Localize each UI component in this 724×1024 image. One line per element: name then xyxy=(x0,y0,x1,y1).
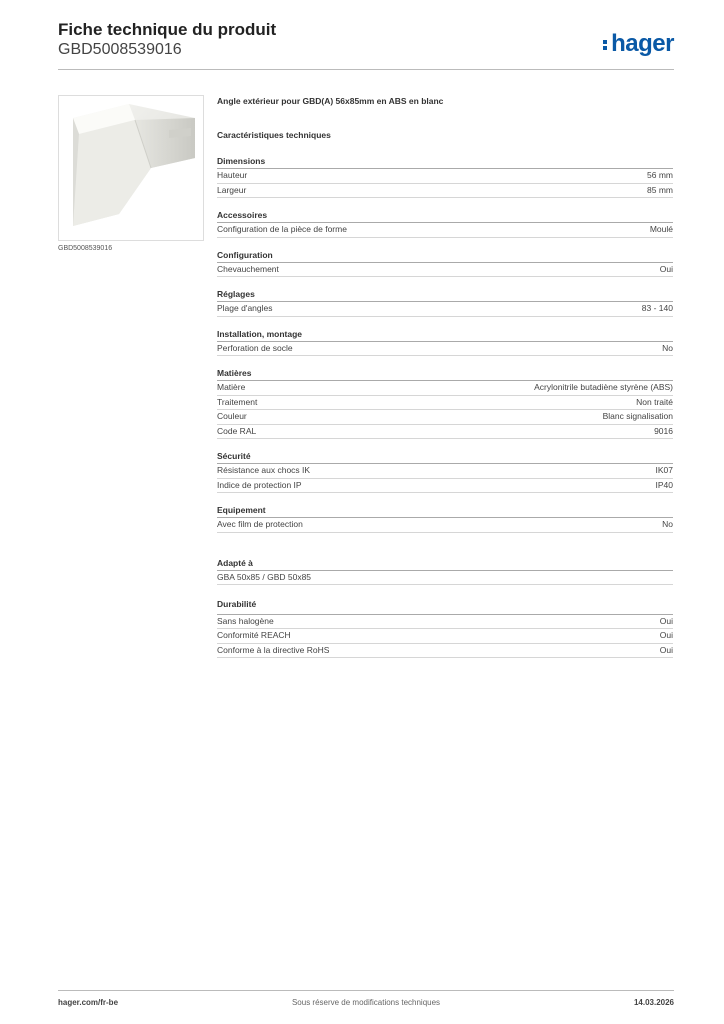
spec-value: Moulé xyxy=(649,224,673,234)
spec-row xyxy=(217,615,673,630)
logo-text: hager xyxy=(611,30,674,57)
logo-colon-icon xyxy=(603,38,609,52)
spec-value: 56 mm xyxy=(647,170,673,180)
spec-section xyxy=(217,210,673,238)
section-title: Equipement xyxy=(217,505,673,518)
spec-label: Traitement xyxy=(217,396,258,407)
product-code: GBD5008539016 xyxy=(58,41,182,58)
spec-value: Oui xyxy=(659,615,673,626)
spec-section xyxy=(217,368,673,439)
spec-row xyxy=(217,464,673,479)
spec-sections xyxy=(217,156,673,533)
section-title: Configuration xyxy=(217,250,673,263)
section-title: Réglages xyxy=(217,289,673,302)
footer-disclaimer: Sous réserve de modifications techniques xyxy=(291,998,441,1007)
spec-label: Conforme à la directive RoHS xyxy=(217,644,330,655)
spec-row xyxy=(217,518,673,533)
spec-value: No xyxy=(662,342,673,353)
spec-row xyxy=(217,302,673,317)
section-title: Accessoires xyxy=(217,210,673,223)
durability-rows xyxy=(217,614,673,659)
spec-label: Avec film de protection xyxy=(217,519,303,529)
spec-row xyxy=(217,425,673,440)
spec-label: Matière xyxy=(217,382,246,392)
adapted-section xyxy=(217,558,673,585)
spec-row xyxy=(217,410,673,425)
section-title: Dimensions xyxy=(217,156,673,169)
spec-row xyxy=(217,184,673,199)
angle-fitting-icon xyxy=(59,96,203,240)
spec-section xyxy=(217,250,673,278)
spec-section xyxy=(217,156,673,198)
adapted-text: GBA 50x85 / GBD 50x85 xyxy=(217,571,673,585)
section-title: Matières xyxy=(217,368,673,381)
spec-label: Chevauchement xyxy=(217,263,279,274)
hager-logo[interactable] xyxy=(603,30,674,58)
spec-row xyxy=(217,263,673,278)
spec-row xyxy=(217,381,673,396)
spec-value: IK07 xyxy=(655,465,673,475)
spec-row xyxy=(217,629,673,644)
footer-divider xyxy=(58,990,674,991)
spec-label: Largeur xyxy=(217,184,247,195)
spec-label: Plage d'angles xyxy=(217,303,273,313)
spec-value: No xyxy=(662,519,673,529)
spec-value: 85 mm xyxy=(647,184,673,195)
spec-label: Couleur xyxy=(217,411,247,421)
image-caption: GBD5008539016 xyxy=(58,245,113,252)
section-title: Sécurité xyxy=(217,451,673,464)
spec-value: Oui xyxy=(659,630,673,640)
spec-label: Hauteur xyxy=(217,170,248,180)
spec-row xyxy=(217,223,673,238)
spec-row xyxy=(217,479,673,494)
product-description: Angle extérieur pour GBD(A) 56x85mm en ABS en blanc xyxy=(217,96,444,106)
spec-value: Blanc signalisation xyxy=(602,411,673,421)
spec-row xyxy=(217,169,673,184)
spec-content xyxy=(217,96,673,658)
spec-value: Non traité xyxy=(636,396,673,407)
footer-date: 14.03.2026 xyxy=(633,998,674,1007)
spec-label: Code RAL xyxy=(217,425,257,436)
page-title: Fiche technique du produit xyxy=(58,20,277,39)
footer-website-link[interactable]: hager.com/fr-be xyxy=(58,998,119,1007)
spec-label: Résistance aux chocs IK xyxy=(217,465,311,475)
spec-label: Conformité REACH xyxy=(217,630,291,640)
durability-section xyxy=(217,599,673,659)
spec-row xyxy=(217,644,673,659)
spec-row xyxy=(217,396,673,411)
tech-heading: Caractéristiques techniques xyxy=(217,130,331,140)
spec-section xyxy=(217,451,673,493)
spec-value: 9016 xyxy=(654,425,673,436)
section-title: Durabilité xyxy=(217,598,257,609)
spec-row xyxy=(217,342,673,357)
page-header xyxy=(58,20,674,70)
spec-value: Oui xyxy=(659,644,673,655)
spec-value: IP40 xyxy=(655,479,673,490)
spec-label: Perforation de socle xyxy=(217,342,293,353)
spec-section xyxy=(217,329,673,357)
spec-value: Acrylonitrile butadiène styrène (ABS) xyxy=(534,382,673,392)
spec-label: Indice de protection IP xyxy=(217,479,302,490)
section-title: Adapté à xyxy=(217,558,673,571)
section-title: Installation, montage xyxy=(217,329,673,342)
spec-label: Sans halogène xyxy=(217,615,274,626)
spec-value: 83 - 140 xyxy=(641,303,673,313)
spec-value: Oui xyxy=(659,263,673,274)
product-image xyxy=(58,95,204,241)
spec-label: Configuration de la pièce de forme xyxy=(217,224,347,234)
spec-section xyxy=(217,505,673,533)
spec-section xyxy=(217,289,673,317)
header-divider xyxy=(58,69,674,70)
